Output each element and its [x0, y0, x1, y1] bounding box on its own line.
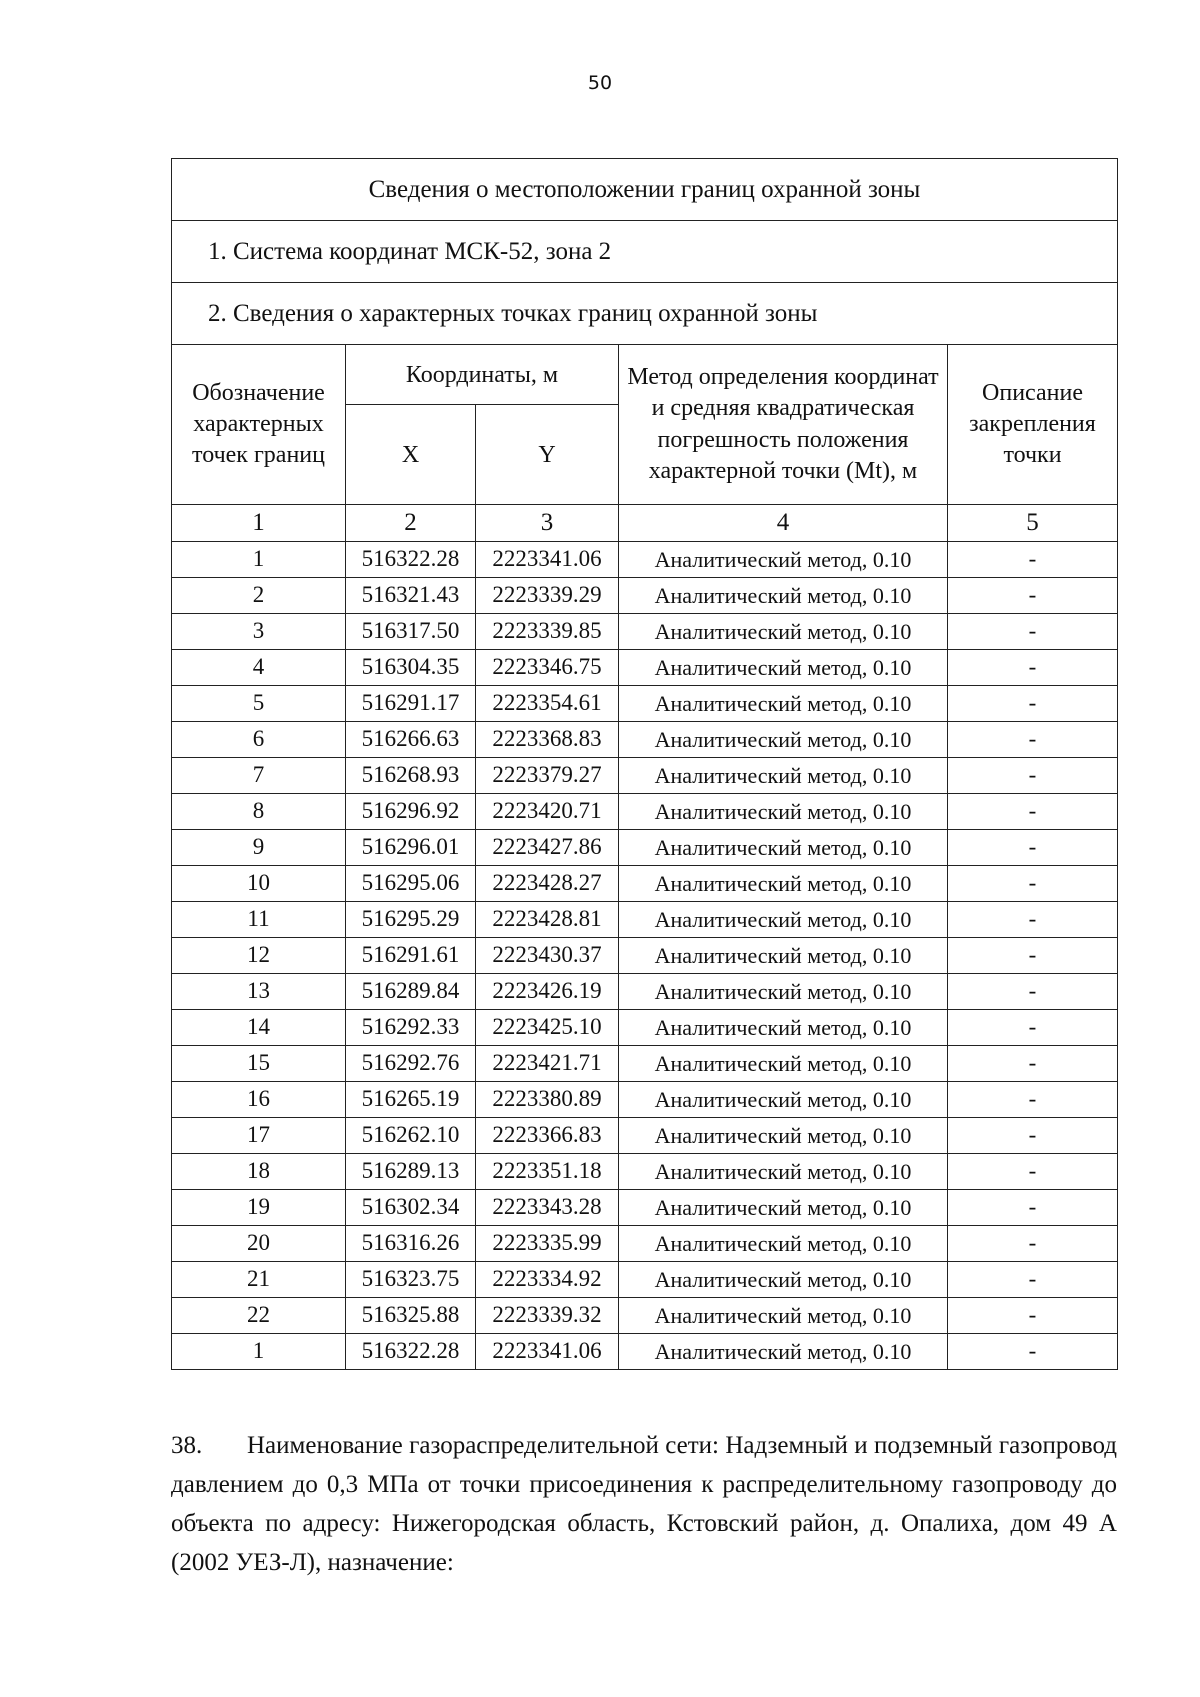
description-cell: - — [948, 866, 1118, 902]
point-number-cell: 13 — [172, 974, 346, 1010]
point-number-cell: 9 — [172, 830, 346, 866]
description-cell: - — [948, 902, 1118, 938]
x-coordinate-cell: 516266.63 — [346, 722, 476, 758]
description-cell: - — [948, 1262, 1118, 1298]
y-coordinate-cell: 2223339.85 — [476, 614, 619, 650]
method-cell: Аналитический метод, 0.10 — [619, 1046, 948, 1082]
x-coordinate-cell: 516302.34 — [346, 1190, 476, 1226]
description-cell: - — [948, 830, 1118, 866]
method-cell: Аналитический метод, 0.10 — [619, 866, 948, 902]
method-cell: Аналитический метод, 0.10 — [619, 758, 948, 794]
description-cell: - — [948, 1046, 1118, 1082]
x-coordinate-cell: 516291.17 — [346, 686, 476, 722]
method-cell: Аналитический метод, 0.10 — [619, 1190, 948, 1226]
x-coordinate-cell: 516262.10 — [346, 1118, 476, 1154]
x-coordinate-cell: 516325.88 — [346, 1298, 476, 1334]
paragraph-number: 38. — [171, 1432, 203, 1459]
point-number-cell: 1 — [172, 542, 346, 578]
point-number-cell: 4 — [172, 650, 346, 686]
coordinate-system-heading: 1. Система координат МСК-52, зона 2 — [172, 221, 1118, 283]
point-number-cell: 7 — [172, 758, 346, 794]
table-row — [172, 1334, 1118, 1370]
method-cell: Аналитический метод, 0.10 — [619, 614, 948, 650]
table-row — [172, 542, 1118, 578]
description-cell: - — [948, 1334, 1118, 1370]
y-coordinate-cell: 2223426.19 — [476, 974, 619, 1010]
y-coordinate-cell: 2223343.28 — [476, 1190, 619, 1226]
table-row — [172, 1190, 1118, 1226]
table-row — [172, 1082, 1118, 1118]
description-cell: - — [948, 1298, 1118, 1334]
points-heading: 2. Сведения о характерных точках границ охранной зоны — [172, 283, 1118, 345]
table-row — [172, 1298, 1118, 1334]
y-coordinate-cell: 2223428.27 — [476, 866, 619, 902]
point-number-cell: 5 — [172, 686, 346, 722]
point-number-cell: 22 — [172, 1298, 346, 1334]
table-row — [172, 686, 1118, 722]
method-cell: Аналитический метод, 0.10 — [619, 578, 948, 614]
column-number: 2 — [346, 505, 476, 542]
point-number-cell: 15 — [172, 1046, 346, 1082]
point-number-cell: 1 — [172, 1334, 346, 1370]
description-cell: - — [948, 1154, 1118, 1190]
description-cell: - — [948, 686, 1118, 722]
method-cell: Аналитический метод, 0.10 — [619, 902, 948, 938]
method-cell: Аналитический метод, 0.10 — [619, 974, 948, 1010]
y-coordinate-cell: 2223420.71 — [476, 794, 619, 830]
column-number: 4 — [619, 505, 948, 542]
x-coordinate-cell: 516323.75 — [346, 1262, 476, 1298]
y-coordinate-cell: 2223430.37 — [476, 938, 619, 974]
header-y: Y — [476, 405, 619, 505]
method-cell: Аналитический метод, 0.10 — [619, 1226, 948, 1262]
point-number-cell: 6 — [172, 722, 346, 758]
description-cell: - — [948, 542, 1118, 578]
y-coordinate-cell: 2223421.71 — [476, 1046, 619, 1082]
point-number-cell: 10 — [172, 866, 346, 902]
header-method: Метод определения координат и средняя квадратическая погрешность положения характерной точки (Mt), м — [619, 345, 948, 505]
point-number-cell: 2 — [172, 578, 346, 614]
method-cell: Аналитический метод, 0.10 — [619, 1298, 948, 1334]
table-row — [172, 1262, 1118, 1298]
table-title: Сведения о местоположении границ охранной зоны — [172, 159, 1118, 221]
x-coordinate-cell: 516296.01 — [346, 830, 476, 866]
table-row — [172, 830, 1118, 866]
y-coordinate-cell: 2223379.27 — [476, 758, 619, 794]
column-number: 5 — [948, 505, 1118, 542]
y-coordinate-cell: 2223425.10 — [476, 1010, 619, 1046]
method-cell: Аналитический метод, 0.10 — [619, 1334, 948, 1370]
paragraph-text: Наименование газораспределительной сети: Надземный и подземный газопровод давлением до 0,3 МПа от точки присоединения к распределительному газопроводу до объекта по адресу: Нижегородская область, Кстовский район, д. Опалиха, дом 49 А (2002 УЕЗ-Л), назначение: — [171, 1432, 1117, 1576]
point-number-cell: 8 — [172, 794, 346, 830]
point-number-cell: 21 — [172, 1262, 346, 1298]
table-row — [172, 974, 1118, 1010]
point-number-cell: 11 — [172, 902, 346, 938]
table-row — [172, 902, 1118, 938]
description-cell: - — [948, 722, 1118, 758]
x-coordinate-cell: 516292.76 — [346, 1046, 476, 1082]
method-cell: Аналитический метод, 0.10 — [619, 830, 948, 866]
table-row — [172, 866, 1118, 902]
table-row — [172, 794, 1118, 830]
header-coordinates: Координаты, м — [346, 345, 619, 405]
y-coordinate-cell: 2223334.92 — [476, 1262, 619, 1298]
description-cell: - — [948, 758, 1118, 794]
header-designation: Обозначение характерных точек границ — [172, 345, 346, 505]
method-cell: Аналитический метод, 0.10 — [619, 686, 948, 722]
point-number-cell: 20 — [172, 1226, 346, 1262]
paragraph-38 — [171, 1426, 1117, 1582]
x-coordinate-cell: 516265.19 — [346, 1082, 476, 1118]
method-cell: Аналитический метод, 0.10 — [619, 938, 948, 974]
x-coordinate-cell: 516289.84 — [346, 974, 476, 1010]
method-cell: Аналитический метод, 0.10 — [619, 722, 948, 758]
table-row — [172, 1118, 1118, 1154]
page-number: 50 — [587, 72, 613, 94]
column-number: 3 — [476, 505, 619, 542]
point-number-cell: 16 — [172, 1082, 346, 1118]
y-coordinate-cell: 2223428.81 — [476, 902, 619, 938]
y-coordinate-cell: 2223354.61 — [476, 686, 619, 722]
y-coordinate-cell: 2223427.86 — [476, 830, 619, 866]
y-coordinate-cell: 2223339.29 — [476, 578, 619, 614]
table-row — [172, 614, 1118, 650]
header-description: Описание закрепления точки — [948, 345, 1118, 505]
description-cell: - — [948, 974, 1118, 1010]
y-coordinate-cell: 2223339.32 — [476, 1298, 619, 1334]
header-x: X — [346, 405, 476, 505]
method-cell: Аналитический метод, 0.10 — [619, 1154, 948, 1190]
description-cell: - — [948, 938, 1118, 974]
point-number-cell: 3 — [172, 614, 346, 650]
table-row — [172, 578, 1118, 614]
table-row — [172, 938, 1118, 974]
description-cell: - — [948, 1010, 1118, 1046]
table-row — [172, 758, 1118, 794]
method-cell: Аналитический метод, 0.10 — [619, 794, 948, 830]
x-coordinate-cell: 516322.28 — [346, 1334, 476, 1370]
table-row — [172, 722, 1118, 758]
x-coordinate-cell: 516292.33 — [346, 1010, 476, 1046]
description-cell: - — [948, 578, 1118, 614]
y-coordinate-cell: 2223368.83 — [476, 722, 619, 758]
point-number-cell: 12 — [172, 938, 346, 974]
method-cell: Аналитический метод, 0.10 — [619, 542, 948, 578]
method-cell: Аналитический метод, 0.10 — [619, 1010, 948, 1046]
x-coordinate-cell: 516321.43 — [346, 578, 476, 614]
boundary-points-table — [171, 158, 1118, 1370]
x-coordinate-cell: 516291.61 — [346, 938, 476, 974]
method-cell: Аналитический метод, 0.10 — [619, 1262, 948, 1298]
x-coordinate-cell: 516317.50 — [346, 614, 476, 650]
y-coordinate-cell: 2223341.06 — [476, 542, 619, 578]
point-number-cell: 19 — [172, 1190, 346, 1226]
method-cell: Аналитический метод, 0.10 — [619, 1118, 948, 1154]
point-number-cell: 14 — [172, 1010, 346, 1046]
point-number-cell: 17 — [172, 1118, 346, 1154]
y-coordinate-cell: 2223366.83 — [476, 1118, 619, 1154]
y-coordinate-cell: 2223351.18 — [476, 1154, 619, 1190]
table-row — [172, 1046, 1118, 1082]
x-coordinate-cell: 516289.13 — [346, 1154, 476, 1190]
description-cell: - — [948, 614, 1118, 650]
y-coordinate-cell: 2223380.89 — [476, 1082, 619, 1118]
column-numbers-row — [172, 505, 1118, 542]
column-number: 1 — [172, 505, 346, 542]
point-number-cell: 18 — [172, 1154, 346, 1190]
x-coordinate-cell: 516316.26 — [346, 1226, 476, 1262]
description-cell: - — [948, 1118, 1118, 1154]
description-cell: - — [948, 1226, 1118, 1262]
table-row — [172, 1010, 1118, 1046]
y-coordinate-cell: 2223341.06 — [476, 1334, 619, 1370]
table-row — [172, 1154, 1118, 1190]
y-coordinate-cell: 2223346.75 — [476, 650, 619, 686]
x-coordinate-cell: 516296.92 — [346, 794, 476, 830]
table-row — [172, 1226, 1118, 1262]
description-cell: - — [948, 1082, 1118, 1118]
description-cell: - — [948, 794, 1118, 830]
table-row — [172, 650, 1118, 686]
method-cell: Аналитический метод, 0.10 — [619, 650, 948, 686]
x-coordinate-cell: 516322.28 — [346, 542, 476, 578]
y-coordinate-cell: 2223335.99 — [476, 1226, 619, 1262]
x-coordinate-cell: 516268.93 — [346, 758, 476, 794]
description-cell: - — [948, 650, 1118, 686]
x-coordinate-cell: 516304.35 — [346, 650, 476, 686]
x-coordinate-cell: 516295.29 — [346, 902, 476, 938]
method-cell: Аналитический метод, 0.10 — [619, 1082, 948, 1118]
x-coordinate-cell: 516295.06 — [346, 866, 476, 902]
description-cell: - — [948, 1190, 1118, 1226]
